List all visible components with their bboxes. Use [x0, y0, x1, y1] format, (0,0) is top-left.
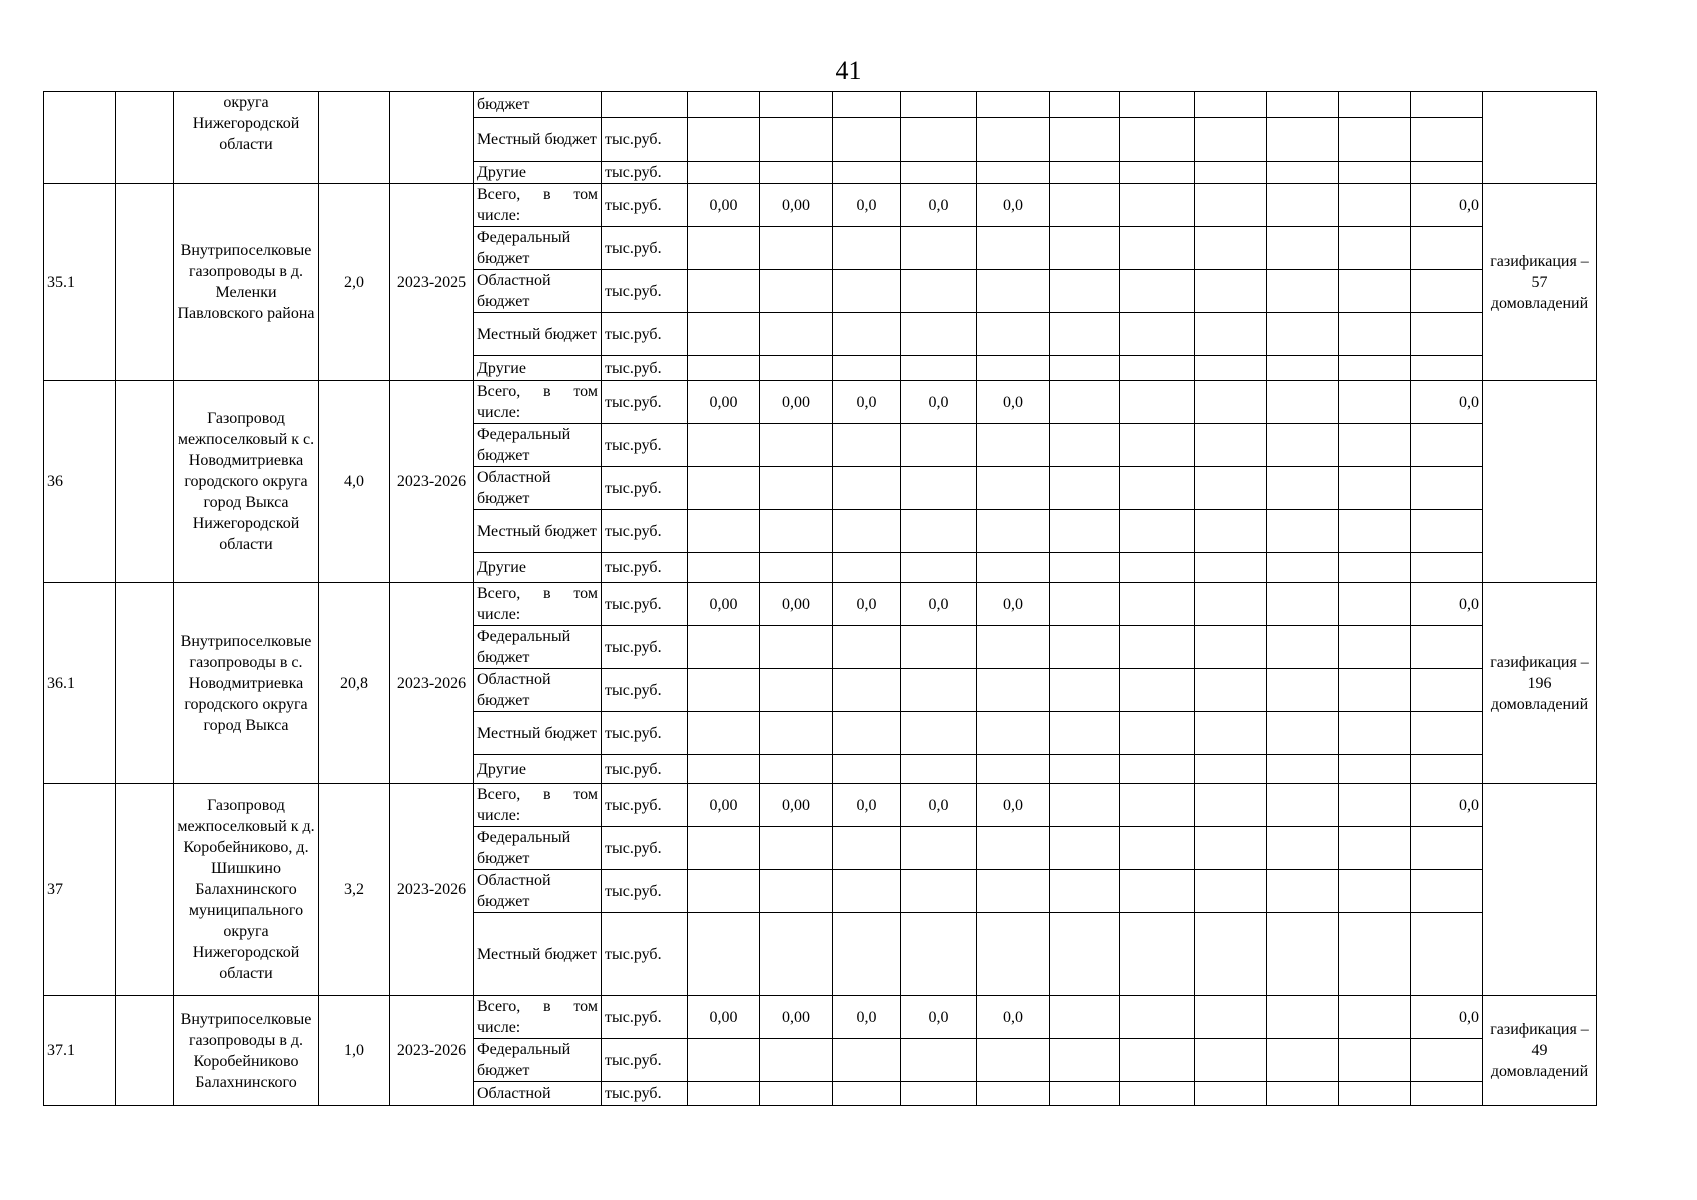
- source-label: Областной бюджет: [474, 669, 602, 712]
- unit-cell: тыс.руб.: [602, 827, 688, 870]
- source-label: Областной бюджет: [474, 870, 602, 913]
- project-years: 2023-2025: [390, 184, 474, 381]
- value-cell: 0,00: [688, 784, 760, 827]
- project-name: Газопровод межпоселковый к д. Коробейниково, д. Шишкино Балахнинского муниципального округа Нижегородской области: [174, 784, 319, 996]
- source-label: Областной бюджет: [474, 467, 602, 510]
- value-cell: 0,0: [901, 184, 977, 227]
- project-years: 2023-2026: [390, 996, 474, 1106]
- source-label: Другие: [474, 755, 602, 784]
- project-result: газификация – 49 домовладений: [1483, 996, 1597, 1106]
- unit-cell: тыс.руб.: [602, 227, 688, 270]
- source-label: Местный бюджет: [474, 313, 602, 356]
- table-row: [44, 784, 1597, 827]
- value-cell: 0,0: [1411, 996, 1483, 1039]
- page-number: 41: [835, 56, 862, 85]
- value-cell: 0,0: [977, 996, 1050, 1039]
- value-cell: 0,0: [833, 996, 901, 1039]
- value-cell: 0,0: [977, 583, 1050, 626]
- unit-cell: тыс.руб.: [602, 626, 688, 669]
- source-label: Местный бюджет: [474, 510, 602, 553]
- table-row: [44, 583, 1597, 626]
- value-cell: 0,0: [1411, 583, 1483, 626]
- unit-cell: тыс.руб.: [602, 913, 688, 996]
- project-result: [1483, 784, 1597, 996]
- project-years: 2023-2026: [390, 784, 474, 996]
- project-number: 37: [44, 784, 116, 996]
- source-label: Федеральный бюджет: [474, 626, 602, 669]
- unit-cell: тыс.руб.: [602, 313, 688, 356]
- source-label: Всего, в том числе:: [474, 184, 602, 227]
- unit-cell: тыс.руб.: [602, 381, 688, 424]
- value-cell: 0,0: [901, 583, 977, 626]
- table-row: [44, 996, 1597, 1039]
- value-cell: 0,00: [760, 184, 833, 227]
- source-label: Другие: [474, 356, 602, 381]
- unit-cell: тыс.руб.: [602, 784, 688, 827]
- project-name: Газопровод межпоселковый к с. Новодмитриевка городского округа город Выкса Нижегородской области: [174, 381, 319, 583]
- value-cell: 0,0: [1411, 381, 1483, 424]
- unit-cell: тыс.руб.: [602, 118, 688, 162]
- source-label: Федеральный бюджет: [474, 227, 602, 270]
- source-label: Другие: [474, 553, 602, 583]
- value-cell: 0,00: [688, 184, 760, 227]
- source-label: Федеральный бюджет: [474, 424, 602, 467]
- project-years: 2023-2026: [390, 381, 474, 583]
- source-label: Всего, в том числе:: [474, 996, 602, 1039]
- project-number: 36: [44, 381, 116, 583]
- source-label: Федеральный бюджет: [474, 827, 602, 870]
- unit-cell: тыс.руб.: [602, 356, 688, 381]
- project-length: 4,0: [319, 381, 390, 583]
- source-label: бюджет: [474, 92, 602, 118]
- source-label: Другие: [474, 162, 602, 184]
- source-label: Всего, в том числе:: [474, 583, 602, 626]
- unit-cell: тыс.руб.: [602, 510, 688, 553]
- value-cell: 0,0: [901, 381, 977, 424]
- value-cell: 0,00: [688, 996, 760, 1039]
- project-length: 3,2: [319, 784, 390, 996]
- unit-cell: тыс.руб.: [602, 870, 688, 913]
- project-years: 2023-2026: [390, 583, 474, 784]
- value-cell: 0,0: [1411, 784, 1483, 827]
- table-row: [44, 381, 1597, 424]
- project-length: 2,0: [319, 184, 390, 381]
- value-cell: 0,0: [833, 184, 901, 227]
- unit-cell: тыс.руб.: [602, 712, 688, 755]
- value-cell: 0,0: [977, 784, 1050, 827]
- project-name: Внутрипоселковые газопроводы в д. Меленки Павловского района: [174, 184, 319, 381]
- source-label: Всего, в том числе:: [474, 381, 602, 424]
- project-length: 1,0: [319, 996, 390, 1106]
- unit-cell: тыс.руб.: [602, 669, 688, 712]
- project-length: 20,8: [319, 583, 390, 784]
- project-number: 37.1: [44, 996, 116, 1106]
- value-cell: 0,00: [688, 381, 760, 424]
- project-name: округа Нижегородской области: [174, 92, 319, 184]
- value-cell: 0,0: [901, 784, 977, 827]
- unit-cell: тыс.руб.: [602, 162, 688, 184]
- source-label: Местный бюджет: [474, 913, 602, 996]
- value-cell: 0,00: [760, 996, 833, 1039]
- value-cell: 0,0: [901, 996, 977, 1039]
- project-result: [1483, 381, 1597, 583]
- value-cell: 0,00: [760, 381, 833, 424]
- source-label: Областной бюджет: [474, 270, 602, 313]
- unit-cell: тыс.руб.: [602, 1082, 688, 1106]
- project-result: газификация – 196 домовладений: [1483, 583, 1597, 784]
- unit-cell: тыс.руб.: [602, 553, 688, 583]
- unit-cell: тыс.руб.: [602, 755, 688, 784]
- unit-cell: тыс.руб.: [602, 1039, 688, 1082]
- unit-cell: тыс.руб.: [602, 270, 688, 313]
- table-row: [44, 92, 1597, 118]
- value-cell: 0,00: [760, 784, 833, 827]
- unit-cell: тыс.руб.: [602, 467, 688, 510]
- unit-cell: тыс.руб.: [602, 996, 688, 1039]
- source-label: Местный бюджет: [474, 118, 602, 162]
- source-label: Местный бюджет: [474, 712, 602, 755]
- source-label: Областной: [474, 1082, 602, 1106]
- unit-cell: тыс.руб.: [602, 583, 688, 626]
- value-cell: 0,0: [833, 381, 901, 424]
- value-cell: 0,0: [1411, 184, 1483, 227]
- table-row: [44, 184, 1597, 227]
- source-label: Всего, в том числе:: [474, 784, 602, 827]
- value-cell: 0,00: [688, 583, 760, 626]
- project-number: 35.1: [44, 184, 116, 381]
- value-cell: 0,0: [977, 184, 1050, 227]
- value-cell: 0,00: [760, 583, 833, 626]
- project-name: Внутрипоселковые газопроводы в д. Коробейниково Балахнинского: [174, 996, 319, 1106]
- value-cell: 0,0: [833, 784, 901, 827]
- project-number: 36.1: [44, 583, 116, 784]
- unit-cell: тыс.руб.: [602, 184, 688, 227]
- project-name: Внутрипоселковые газопроводы в с. Новодмитриевка городского округа город Выкса: [174, 583, 319, 784]
- source-label: Федеральный бюджет: [474, 1039, 602, 1082]
- value-cell: 0,0: [977, 381, 1050, 424]
- project-result: газификация – 57 домовладений: [1483, 184, 1597, 381]
- value-cell: 0,0: [833, 583, 901, 626]
- unit-cell: тыс.руб.: [602, 424, 688, 467]
- program-table: [43, 91, 1597, 1106]
